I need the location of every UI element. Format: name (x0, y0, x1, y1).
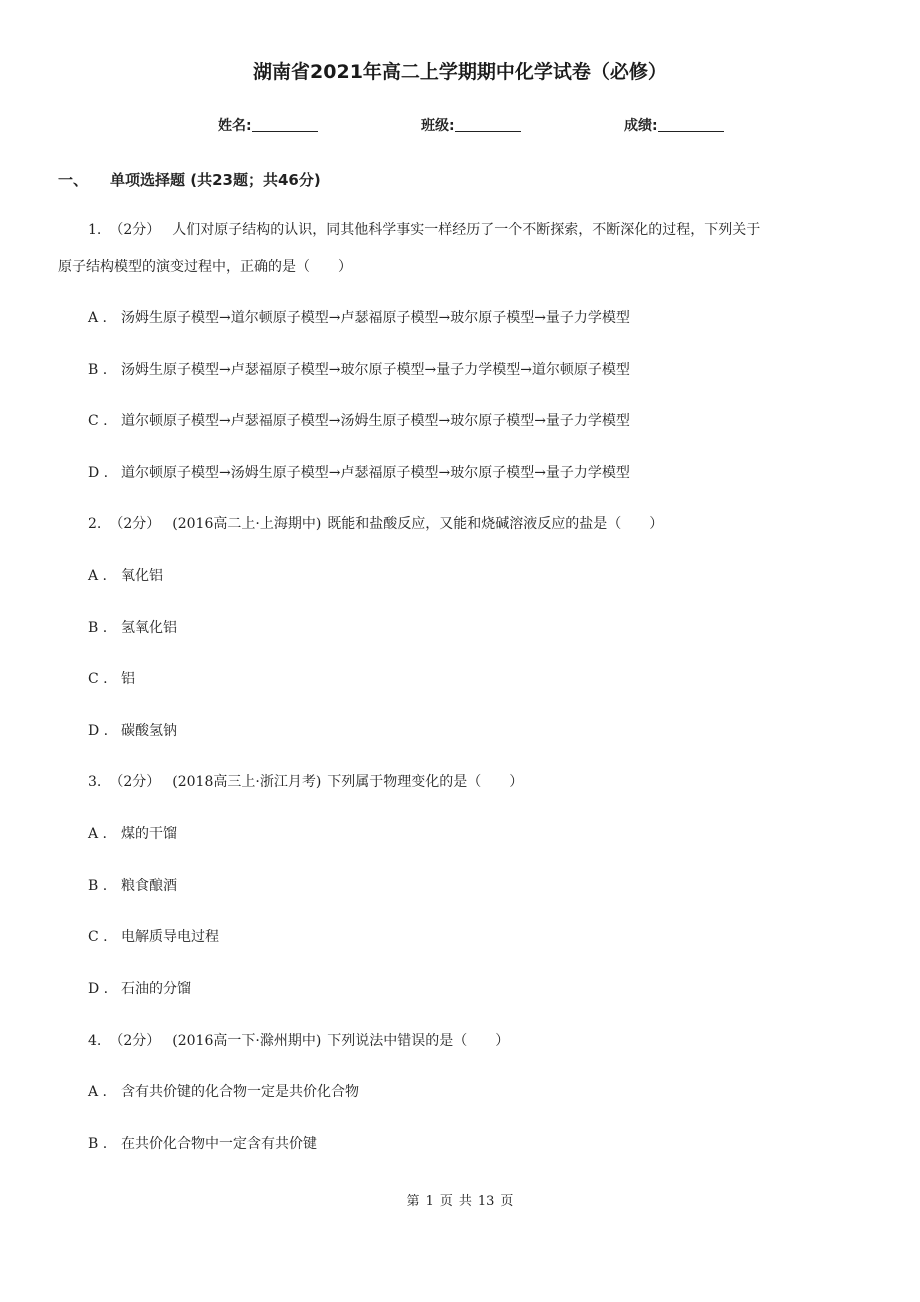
student-info-row (0, 115, 920, 135)
option-text: 铝 (121, 671, 135, 687)
question-text: 下列属于物理变化的是（ ） (327, 774, 524, 790)
question-score: （2分） (109, 1033, 161, 1049)
question-3-stem (88, 772, 523, 792)
option-text: 汤姆生原子模型→卢瑟福原子模型→玻尔原子模型→量子力学模型→道尔顿原子模型 (121, 362, 630, 378)
question-3-option-a (88, 824, 177, 844)
question-4-option-a (88, 1082, 359, 1102)
page-footer (0, 1190, 920, 1209)
question-1-stem (88, 220, 760, 240)
question-1-option-a (88, 308, 630, 328)
section-title: 单项选择题 (共23题；共46分) (110, 171, 321, 189)
option-letter: B . (88, 620, 108, 636)
question-text: 既能和盐酸反应，又能和烧碱溶液反应的盐是（ ） (327, 516, 664, 532)
option-text: 含有共价键的化合物一定是共价化合物 (121, 1084, 359, 1100)
class-blank (455, 117, 521, 132)
question-3-option-c (88, 927, 219, 947)
question-2-option-d (88, 721, 177, 741)
question-score: （2分） (109, 516, 161, 532)
option-letter: D . (88, 981, 109, 997)
option-letter: D . (88, 723, 109, 739)
question-2-option-a (88, 566, 163, 586)
option-letter: D . (88, 465, 109, 481)
score-label: 成绩: (624, 118, 658, 134)
question-number: 1. (88, 222, 102, 238)
question-1-option-b (88, 360, 630, 380)
question-3-option-b (88, 876, 177, 896)
score-field (624, 115, 724, 135)
question-4-stem (88, 1031, 509, 1051)
footer-gong: 共 (458, 1194, 472, 1209)
option-letter: B . (88, 1136, 108, 1152)
option-letter: C . (88, 413, 108, 429)
option-text: 石油的分馏 (121, 981, 191, 997)
name-field (218, 115, 318, 135)
footer-di: 第 (406, 1194, 420, 1209)
question-score: （2分） (109, 222, 161, 238)
question-source: (2018高三上·浙江月考) (172, 774, 322, 790)
option-letter: C . (88, 929, 108, 945)
exam-title: 湖南省2021年高二上学期期中化学试卷（必修） (253, 61, 667, 83)
question-2-stem (88, 514, 663, 534)
question-3-option-d (88, 979, 191, 999)
question-2-option-b (88, 618, 177, 638)
option-letter: B . (88, 362, 108, 378)
question-source: (2016高一下·滁州期中) (172, 1033, 322, 1049)
name-blank (252, 117, 318, 132)
option-letter: A . (88, 310, 108, 326)
footer-total-pages: 13 (477, 1194, 495, 1209)
section-number: 一、 (58, 171, 89, 189)
question-1-continuation: 原子结构模型的演变过程中，正确的是（ ） (58, 259, 352, 275)
option-text: 电解质导电过程 (121, 929, 219, 945)
question-1-option-c (88, 411, 630, 431)
option-text: 氢氧化铝 (121, 620, 177, 636)
question-number: 4. (88, 1033, 102, 1049)
footer-ye: 页 (500, 1194, 514, 1209)
question-2-option-c (88, 669, 135, 689)
option-text: 道尔顿原子模型→汤姆生原子模型→卢瑟福原子模型→玻尔原子模型→量子力学模型 (121, 465, 630, 481)
option-text: 道尔顿原子模型→卢瑟福原子模型→汤姆生原子模型→玻尔原子模型→量子力学模型 (121, 413, 630, 429)
option-text: 煤的干馏 (121, 826, 177, 842)
option-letter: A . (88, 826, 108, 842)
class-field (421, 115, 521, 135)
question-4-option-b (88, 1134, 317, 1154)
question-number: 3. (88, 774, 102, 790)
option-letter: A . (88, 1084, 108, 1100)
question-number: 2. (88, 516, 102, 532)
option-text: 汤姆生原子模型→道尔顿原子模型→卢瑟福原子模型→玻尔原子模型→量子力学模型 (121, 310, 630, 326)
question-source: (2016高二上·上海期中) (172, 516, 322, 532)
score-blank (658, 117, 724, 132)
footer-page-number: 1 (425, 1194, 434, 1209)
footer-ye: 页 (439, 1194, 453, 1209)
option-letter: A . (88, 568, 108, 584)
option-letter: B . (88, 878, 108, 894)
option-letter: C . (88, 671, 108, 687)
option-text: 氧化铝 (121, 568, 163, 584)
name-label: 姓名: (218, 118, 252, 134)
option-text: 碳酸氢钠 (121, 723, 177, 739)
question-text: 下列说法中错误的是（ ） (327, 1033, 510, 1049)
question-text: 人们对原子结构的认识，同其他科学事实一样经历了一个不断探索，不断深化的过程，下列关于 (172, 222, 761, 238)
option-text: 粮食酿酒 (121, 878, 177, 894)
question-1-option-d (88, 463, 630, 483)
option-text: 在共价化合物中一定含有共价键 (121, 1136, 317, 1152)
section-heading (58, 169, 321, 190)
class-label: 班级: (421, 118, 455, 134)
question-score: （2分） (109, 774, 161, 790)
